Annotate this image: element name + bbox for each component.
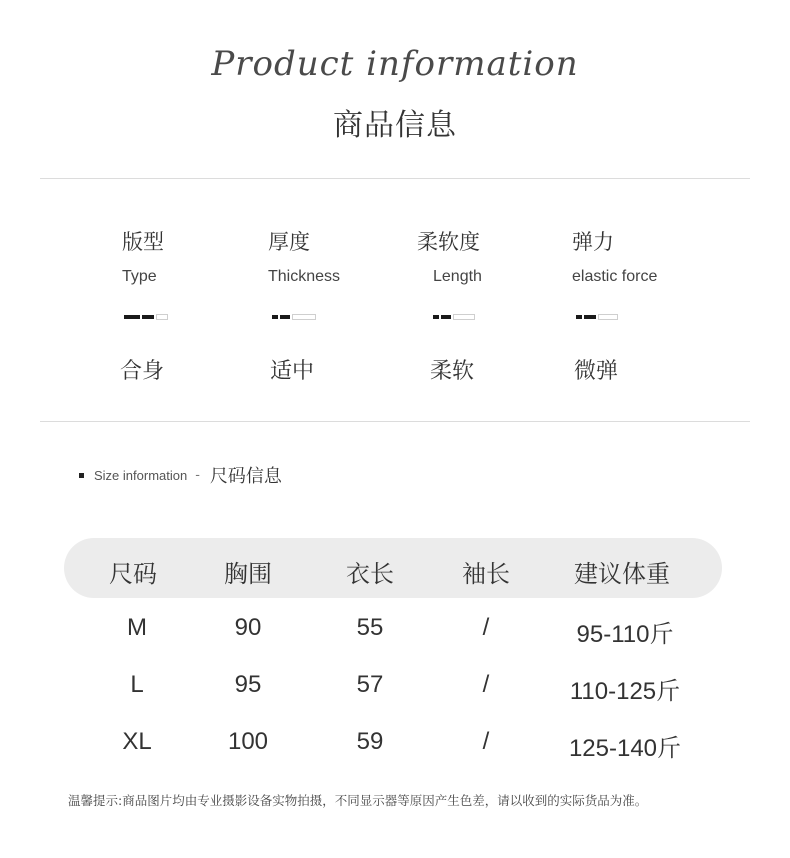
attribute-scale [272,314,316,320]
table-cell-length: 59 [356,728,384,755]
table-cell-size: L [130,671,144,698]
product-information-script-title: Product information [211,44,579,84]
attribute-scale [124,314,168,320]
attribute-value: 柔软 [430,359,475,384]
table-cell-weight: 95-110斤 [576,621,674,648]
table-cell-chest: 100 [227,728,269,755]
attribute-label-zh: 柔软度 [417,230,480,254]
table-cell-size: M [127,614,147,641]
middle-divider [40,421,750,422]
table-cell-chest: 90 [234,614,262,641]
attribute-label-en: elastic force [572,268,658,285]
table-cell-sleeve: / [482,614,490,641]
table-cell-length: 57 [356,671,384,698]
attribute-label-zh: 弹力 [572,230,614,254]
size-information-label-en: Size information [94,467,188,483]
table-cell-weight: 125-140斤 [568,735,682,762]
attribute-scale [433,314,477,320]
table-header-size: 尺码 [109,560,157,588]
attribute-label-zh: 厚度 [268,230,310,254]
table-header-weight: 建议体重 [574,560,670,588]
size-information-label-zh: 尺码信息 [209,466,282,487]
table-cell-length: 55 [356,614,384,641]
table-cell-sleeve: / [482,671,490,698]
attribute-label-en: Type [122,268,157,285]
table-header-sleeve: 袖长 [462,560,510,588]
table-header-chest: 胸围 [224,560,272,588]
size-information-heading [79,462,282,488]
bullet-square-icon [79,473,84,478]
footer-note: 温馨提示:商品图片均由专业摄影设备实物拍摄，不同显示器等原因产生色差，请以收到的实际货品为准。 [68,793,648,808]
table-cell-weight: 110-125斤 [569,678,681,705]
attribute-label-en: Thickness [268,268,341,285]
attribute-type [120,226,272,384]
product-information-title: 商品信息 [333,108,457,143]
attribute-elastic-force [572,226,722,384]
attribute-softness [417,226,567,384]
table-cell-size: XL [122,728,152,755]
attribute-thickness [268,226,418,384]
attribute-label-en: Length [433,268,482,285]
heading-separator: - [195,467,200,483]
attribute-scale [576,314,620,320]
table-cell-sleeve: / [482,728,490,755]
top-divider [40,178,750,179]
attribute-value: 微弹 [574,359,619,384]
attribute-label-zh: 版型 [122,230,164,254]
attribute-value: 适中 [270,359,315,384]
attribute-value: 合身 [120,359,165,384]
table-cell-chest: 95 [234,671,262,698]
table-header-length: 衣长 [346,560,394,588]
